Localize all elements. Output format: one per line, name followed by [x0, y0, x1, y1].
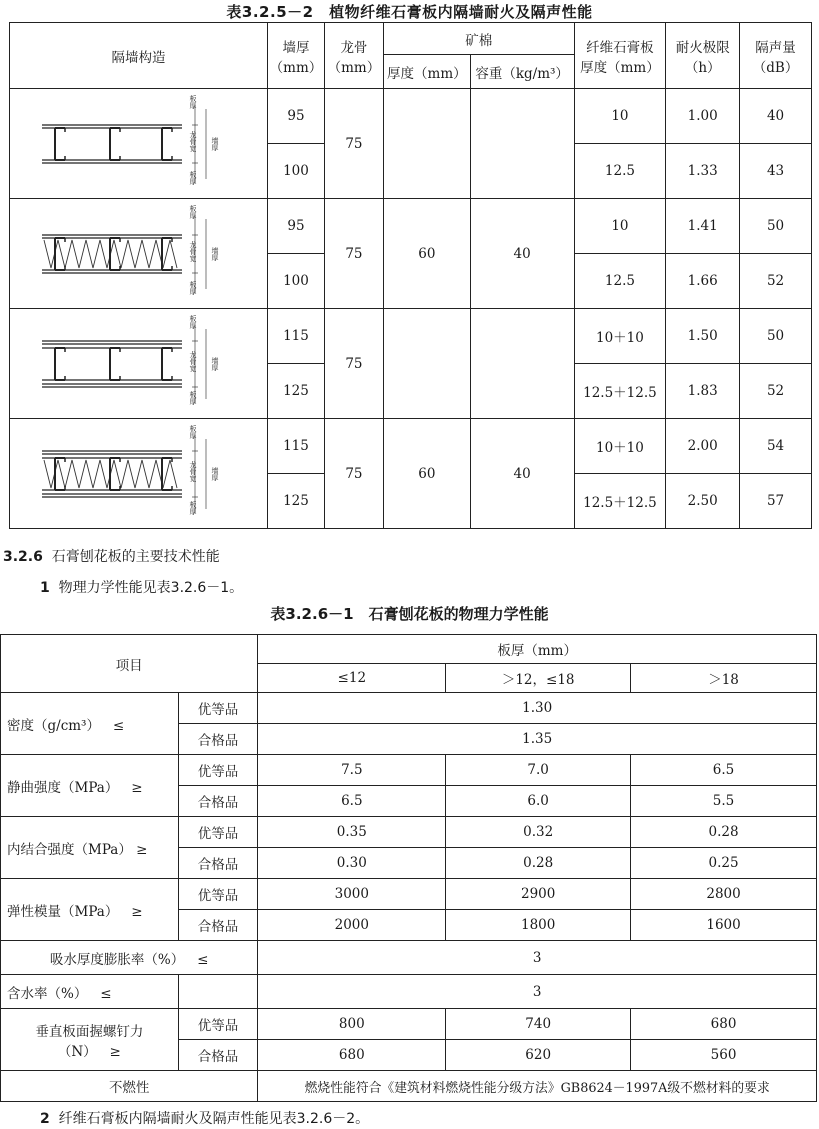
wall-thickness: 115: [267, 419, 324, 474]
nonflammable-value: 燃烧性能符合《建筑材料燃烧性能分级方法》GB8624－1997A级不燃材料的要求: [258, 1071, 817, 1102]
value-cell: 680: [631, 1009, 817, 1040]
section-heading: 3.2.6 石膏刨花板的主要技术性能: [3, 549, 220, 565]
board-thickness: 10: [574, 89, 666, 144]
wall-thick-label: 墙厚: [211, 246, 219, 261]
keel-width-label: 龙骨宽: [189, 350, 197, 372]
wall-thickness: 100: [267, 144, 324, 199]
value-cell: 7.0: [446, 755, 631, 786]
fire-sound-table: [9, 22, 812, 529]
grade-excellent: 优等品: [178, 755, 258, 786]
properties-table: [0, 634, 817, 1102]
wall-thickness: 125: [267, 364, 324, 419]
value-cell: 6.5: [258, 786, 446, 817]
value-cell: 0.28: [631, 817, 817, 848]
board-thick-label: 板厚: [189, 424, 197, 439]
grade-excellent: 优等品: [178, 693, 258, 724]
fire-limit: 1.66: [666, 254, 740, 309]
value-cell: 2800: [631, 879, 817, 910]
wall-thickness: 115: [267, 309, 324, 364]
col-le12: ≤12: [258, 664, 446, 693]
board-thickness: 12.5＋12.5: [574, 474, 666, 529]
wall-thick-label: 墙厚: [211, 466, 219, 481]
section-item-1: 1 物理力学性能见表3.2.6－1。: [40, 580, 244, 596]
value-cell: 3000: [258, 879, 446, 910]
keel-width-label: 龙骨宽: [189, 240, 197, 262]
density-excellent: 1.30: [258, 693, 817, 724]
row-density: 密度（g/cm³） ≤: [1, 693, 179, 755]
moisture-value: 3: [258, 975, 817, 1009]
wall-thickness: 95: [267, 199, 324, 254]
grade-excellent: 优等品: [178, 1009, 258, 1040]
fire-limit: 1.33: [666, 144, 740, 199]
sound-insulation: 57: [740, 474, 812, 529]
value-cell: 0.25: [631, 848, 817, 879]
row-screw-holding: 垂直板面握螺钉力 （N） ≥: [1, 1009, 179, 1071]
value-cell: 1800: [446, 910, 631, 941]
swelling-value: 3: [258, 941, 817, 975]
fire-limit: 1.41: [666, 199, 740, 254]
keel-size: 75: [324, 199, 383, 309]
wall-section-drawing: [10, 421, 265, 527]
wool-thickness: [383, 309, 470, 419]
board-thick-label: 板厚: [189, 500, 197, 515]
keel-width-label: 龙骨宽: [189, 460, 197, 482]
header-item: 项目: [1, 635, 258, 693]
sound-insulation: 40: [740, 89, 812, 144]
wool-density: 40: [470, 199, 574, 309]
value-cell: 620: [446, 1040, 631, 1071]
grade-qualified: 合格品: [178, 724, 258, 755]
value-cell: 1600: [631, 910, 817, 941]
value-cell: 6.0: [446, 786, 631, 817]
value-cell: 7.5: [258, 755, 446, 786]
wall-thickness: 100: [267, 254, 324, 309]
header-sound: 隔声量 （dB）: [740, 23, 812, 89]
value-cell: 560: [631, 1040, 817, 1071]
wall-diagram-3: [10, 309, 268, 419]
col-12-18: ＞12，≤18: [446, 664, 631, 693]
wall-thickness: 125: [267, 474, 324, 529]
fire-limit: 1.00: [666, 89, 740, 144]
value-cell: 740: [446, 1009, 631, 1040]
keel-size: 75: [324, 309, 383, 419]
wall-diagram-4: [10, 419, 268, 529]
wool-thickness: 60: [383, 419, 470, 529]
row-bending: 静曲强度（MPa） ≥: [1, 755, 179, 817]
wool-thickness: [383, 89, 470, 199]
value-cell: 6.5: [631, 755, 817, 786]
density-qualified: 1.35: [258, 724, 817, 755]
wool-density: [470, 89, 574, 199]
value-cell: 0.35: [258, 817, 446, 848]
board-thick-label: 板厚: [189, 94, 197, 109]
wall-thick-label: 墙厚: [211, 136, 219, 151]
value-cell: 0.30: [258, 848, 446, 879]
fire-limit: 2.00: [666, 419, 740, 474]
moisture-empty: [178, 975, 258, 1009]
header-wall-thickness: 墙厚 （mm）: [267, 23, 324, 89]
board-thick-label: 板厚: [189, 390, 197, 405]
grade-qualified: 合格品: [178, 848, 258, 879]
value-cell: 0.32: [446, 817, 631, 848]
wool-thickness: 60: [383, 199, 470, 309]
sound-insulation: 50: [740, 309, 812, 364]
wall-thickness: 95: [267, 89, 324, 144]
wall-diagram-2: [10, 199, 268, 309]
board-thickness: 10＋10: [574, 419, 666, 474]
row-moisture: 含水率（%） ≤: [1, 975, 179, 1009]
sound-insulation: 43: [740, 144, 812, 199]
wool-density: [470, 309, 574, 419]
value-cell: 5.5: [631, 786, 817, 817]
grade-qualified: 合格品: [178, 910, 258, 941]
row-nonflammable: 不燃性: [1, 1071, 258, 1102]
header-structure: 隔墙构造: [10, 23, 268, 89]
grade-qualified: 合格品: [178, 1040, 258, 1071]
board-thickness: 12.5: [574, 254, 666, 309]
sound-insulation: 52: [740, 364, 812, 419]
value-cell: 0.28: [446, 848, 631, 879]
value-cell: 680: [258, 1040, 446, 1071]
wall-section-drawing: [10, 91, 265, 197]
grade-excellent: 优等品: [178, 879, 258, 910]
row-swelling: 吸水厚度膨胀率（%） ≤: [1, 941, 258, 975]
keel-size: 75: [324, 419, 383, 529]
sound-insulation: 52: [740, 254, 812, 309]
fire-limit: 1.50: [666, 309, 740, 364]
keel-width-label: 龙骨宽: [189, 130, 197, 152]
wall-section-drawing: [10, 311, 265, 417]
wall-thick-label: 墙厚: [211, 356, 219, 371]
table2-title: 表3.2.6－1 石膏刨花板的物理力学性能: [270, 605, 549, 623]
header-wool-density: 容重（kg/m³）: [470, 55, 574, 89]
grade-qualified: 合格品: [178, 786, 258, 817]
board-thick-label: 板厚: [189, 280, 197, 295]
board-thick-label: 板厚: [189, 314, 197, 329]
table1-title: 表3.2.5－2 植物纤维石膏板内隔墙耐火及隔声性能: [226, 3, 593, 21]
board-thick-label: 板厚: [189, 170, 197, 185]
board-thick-label: 板厚: [189, 204, 197, 219]
fire-limit: 1.83: [666, 364, 740, 419]
grade-excellent: 优等品: [178, 817, 258, 848]
board-thickness: 10: [574, 199, 666, 254]
header-keel: 龙骨 （mm）: [324, 23, 383, 89]
header-wool-thickness: 厚度（mm）: [383, 55, 470, 89]
value-cell: 2000: [258, 910, 446, 941]
header-board-thickness: 板厚（mm）: [258, 635, 817, 664]
sound-insulation: 54: [740, 419, 812, 474]
row-internal-bond: 内结合强度（MPa） ≥: [1, 817, 179, 879]
wool-density: 40: [470, 419, 574, 529]
header-fire: 耐火极限 （h）: [666, 23, 740, 89]
board-thickness: 12.5＋12.5: [574, 364, 666, 419]
header-mineral-wool: 矿棉: [383, 23, 574, 55]
row-modulus: 弹性模量（MPa） ≥: [1, 879, 179, 941]
value-cell: 2900: [446, 879, 631, 910]
wall-diagram-1: [10, 89, 268, 199]
wall-section-drawing: [10, 201, 265, 307]
board-thickness: 10＋10: [574, 309, 666, 364]
sound-insulation: 50: [740, 199, 812, 254]
board-thickness: 12.5: [574, 144, 666, 199]
section-item-2: 2 纤维石膏板内隔墙耐火及隔声性能见表3.2.6－2。: [40, 1111, 370, 1127]
value-cell: 800: [258, 1009, 446, 1040]
fire-limit: 2.50: [666, 474, 740, 529]
col-gt18: ＞18: [631, 664, 817, 693]
header-board: 纤维石膏板 厚度（mm）: [574, 23, 666, 89]
keel-size: 75: [324, 89, 383, 199]
